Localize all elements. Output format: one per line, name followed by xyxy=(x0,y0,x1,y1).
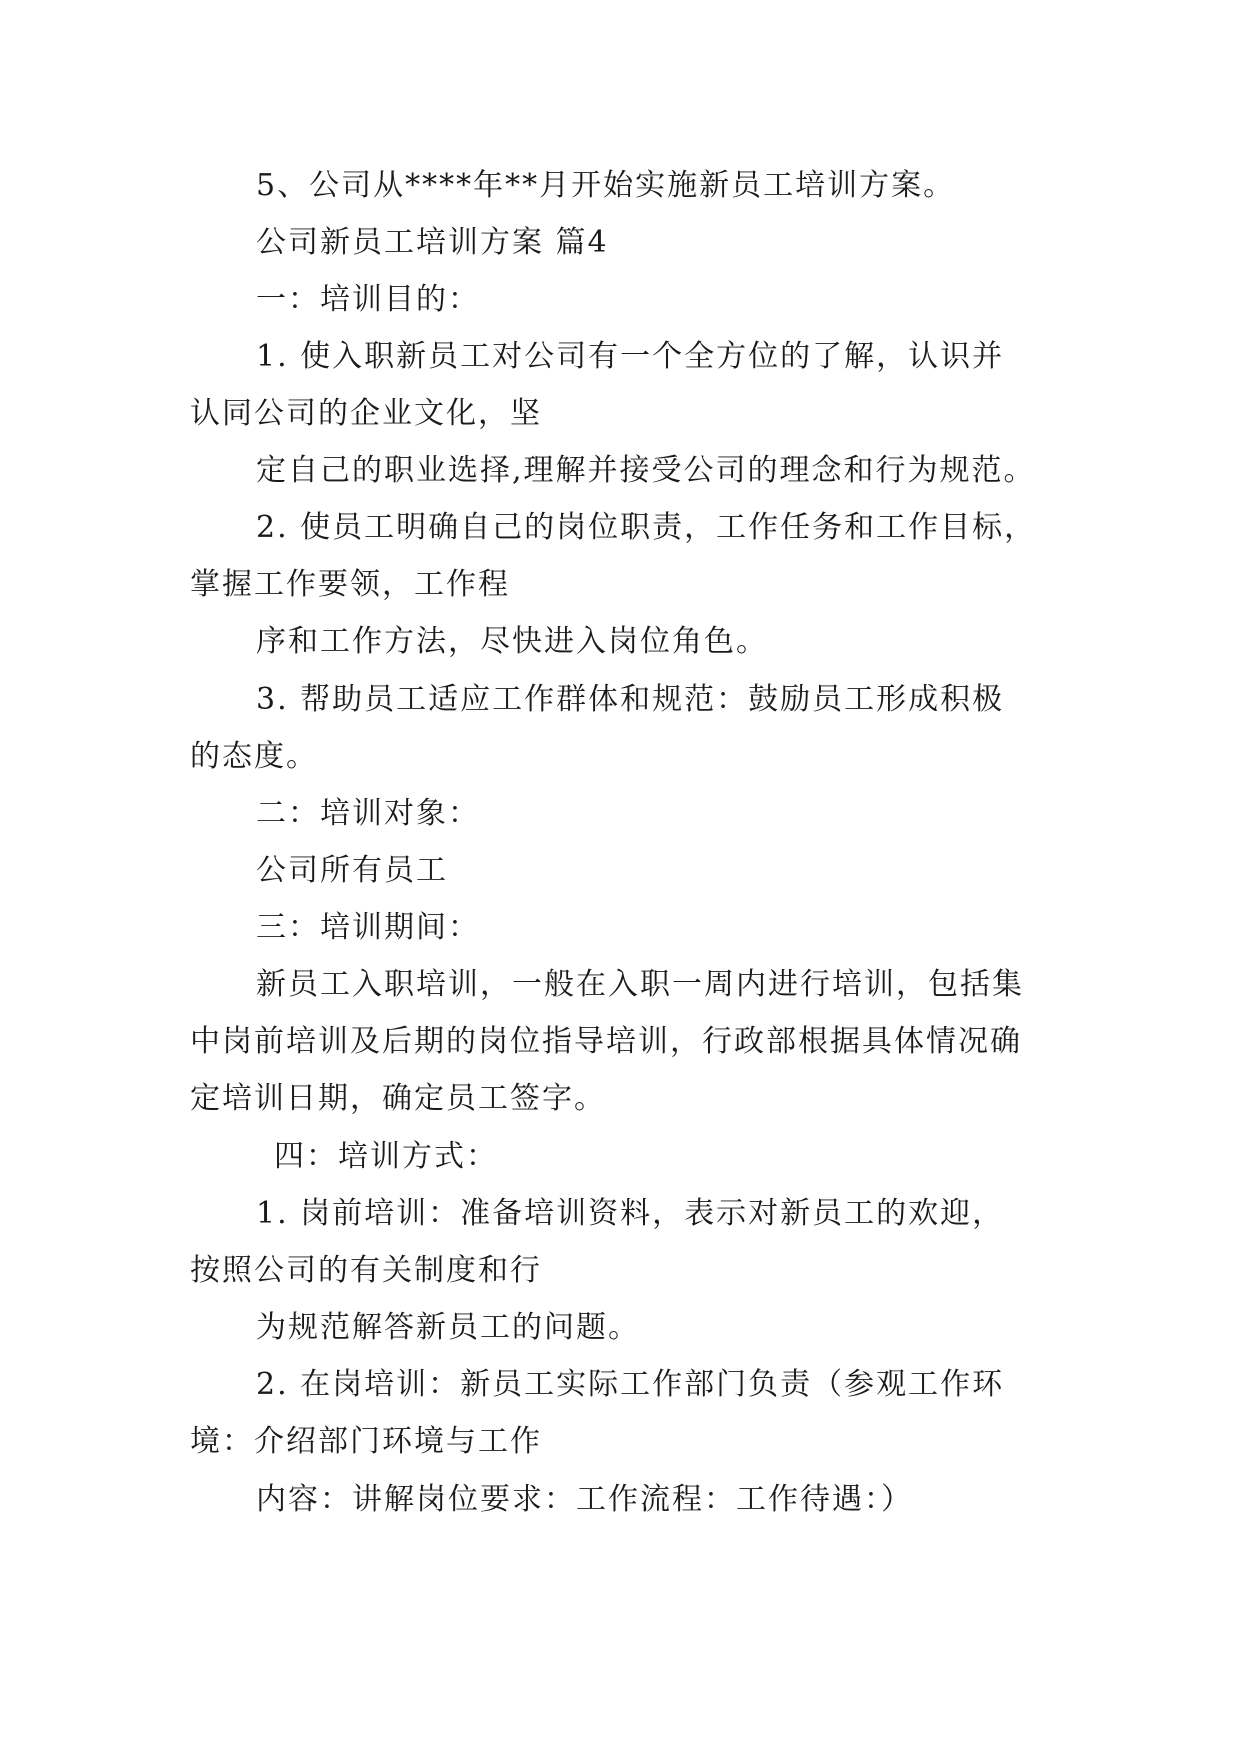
heading-line: 二：培训对象： xyxy=(256,796,480,831)
text-line: 2. 使员工明确自己的岗位职责，工作任务和工作目标， xyxy=(256,510,1037,545)
section-title: 公司新员工培训方案 篇4 xyxy=(256,225,609,260)
text-line: 中岗前培训及后期的岗位指导培训，行政部根据具体情况确 xyxy=(190,1024,1022,1059)
text-line: 3. 帮助员工适应工作群体和规范：鼓励员工形成积极 xyxy=(256,682,1005,717)
text-line: 掌握工作要领，工作程 xyxy=(190,567,510,602)
text-line: 按照公司的有关制度和行 xyxy=(190,1253,542,1288)
text-line: 境：介绍部门环境与工作 xyxy=(190,1424,542,1459)
text-line: 公司所有员工 xyxy=(256,853,448,888)
text-line: 1. 岗前培训：准备培训资料，表示对新员工的欢迎， xyxy=(256,1196,1005,1231)
text-line: 定自己的职业选择,理解并接受公司的理念和行为规范。 xyxy=(256,453,1036,488)
heading-line: 一：培训目的： xyxy=(256,282,480,317)
text-line: 序和工作方法，尽快进入岗位角色。 xyxy=(256,624,768,659)
text-line: 定培训日期，确定员工签字。 xyxy=(190,1081,606,1116)
heading-line: 三：培训期间： xyxy=(256,910,480,945)
text-line: 1. 使入职新员工对公司有一个全方位的了解，认识并 xyxy=(256,339,1005,374)
text-line: 新员工入职培训，一般在入职一周内进行培训，包括集 xyxy=(256,967,1024,1002)
text-line: 的态度。 xyxy=(190,739,318,774)
text-line: 认同公司的企业文化，坚 xyxy=(190,396,542,431)
text-line: 2. 在岗培训：新员工实际工作部门负责（参观工作环 xyxy=(256,1367,1005,1402)
text-line: 内容：讲解岗位要求：工作流程：工作待遇：） xyxy=(256,1482,913,1517)
heading-line: 四：培训方式： xyxy=(274,1139,498,1174)
text-line: 为规范解答新员工的问题。 xyxy=(256,1310,640,1345)
text-line: 5、公司从****年**月开始实施新员工培训方案。 xyxy=(256,168,956,203)
